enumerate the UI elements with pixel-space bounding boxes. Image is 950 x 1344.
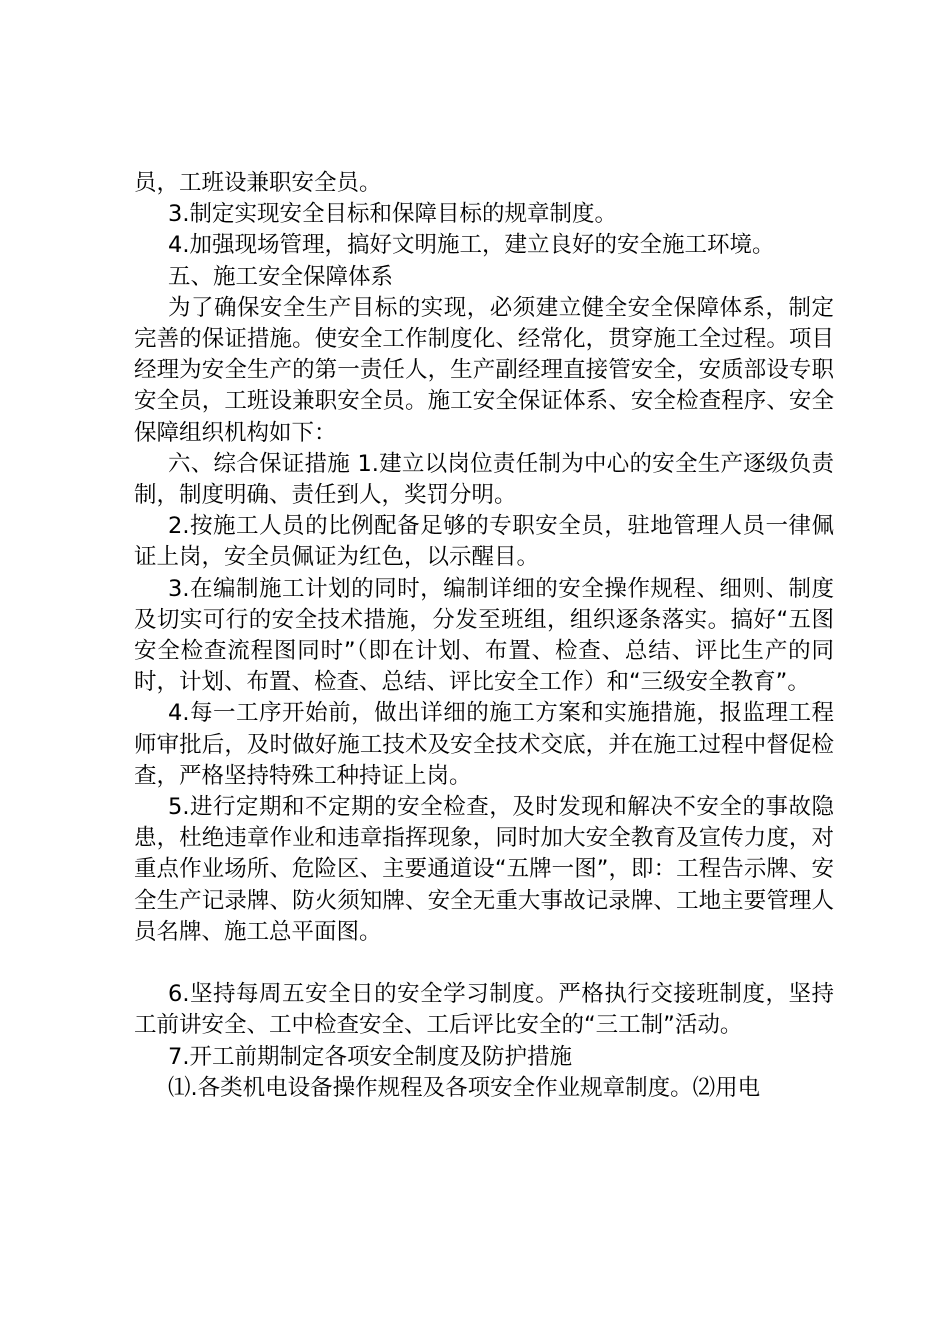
paragraph-item-2-safety-staff: 2.按施工人员的比例配备足够的专职安全员，驻地管理人员一律佩证上岗，安全员佩证为红色，以示醒目。 <box>134 513 834 571</box>
paragraph-item-4-site-management: 4.加强现场管理，搞好文明施工，建立良好的安全施工环境。 <box>168 232 775 259</box>
paragraph-item-4-construction-plan: 4.每一工序开始前，做出详细的施工方案和实施措施，报监理工程师审批后，及时做好施工技术及安全技术交底，并在施工过程中督促检查，严格坚持特殊工种持证上岗。 <box>134 700 834 789</box>
document-body <box>134 168 834 1104</box>
paragraph-item-6-safety-day: 6.坚持每周五安全日的安全学习制度。严格执行交接班制度，坚持工前讲安全、工中检查安全、工后评比安全的“三工制”活动。 <box>134 981 834 1039</box>
paragraph-subitem-1-equipment: ⑴.各类机电设备操作规程及各项安全作业规章制度。⑵用电 <box>168 1074 761 1101</box>
paragraph-item-3-rules: 3.制定实现安全目标和保障目标的规章制度。 <box>168 201 617 228</box>
paragraph-safety-system: 为了确保安全生产目标的实现，必须建立健全安全保障体系，制定完善的保证措施。使安全工作制度化、经常化，贯穿施工全过程。项目经理为安全生产的第一责任人，生产副经理直接管安全，安质部设专职安全员，工班设兼职安全员。施工安全保证体系、安全检查程序、安全保障组织机构如下： <box>134 294 834 446</box>
paragraph-item-7-safety-rules: 7.开工前期制定各项安全制度及防护措施 <box>168 1043 572 1070</box>
paragraph-gap <box>134 948 834 979</box>
section-heading-6-measures: 六、综合保证措施 1.建立以岗位责任制为中心的安全生产逐级负责制，制度明确、责任到人，奖罚分明。 <box>134 450 834 509</box>
paragraph-item-5-inspections: 5.进行定期和不定期的安全检查，及时发现和解决不安全的事故隐患，杜绝违章作业和违章指挥现象，同时加大安全教育及宣传力度，对重点作业场所、危险区、主要通道设“五牌一图”，即：工程告示牌、安全生产记录牌、防火须知牌、安全无重大事故记录牌、工地主要管理人员名牌、施工总平面图。 <box>134 794 834 945</box>
paragraph-continuation: 员，工班设兼职安全员。 <box>134 170 382 196</box>
section-heading-5: 五、施工安全保障体系 <box>168 263 394 290</box>
paragraph-item-3-procedures: 3.在编制施工计划的同时，编制详细的安全操作规程、细则、制度及切实可行的安全技术措施，分发至班组，组织逐条落实。搞好“五图安全检查流程图同时”（即在计划、布置、检查、总结、评比生产的同时，计划、布置、检查、总结、评比安全工作）和“三级安全教育”。 <box>134 575 834 696</box>
